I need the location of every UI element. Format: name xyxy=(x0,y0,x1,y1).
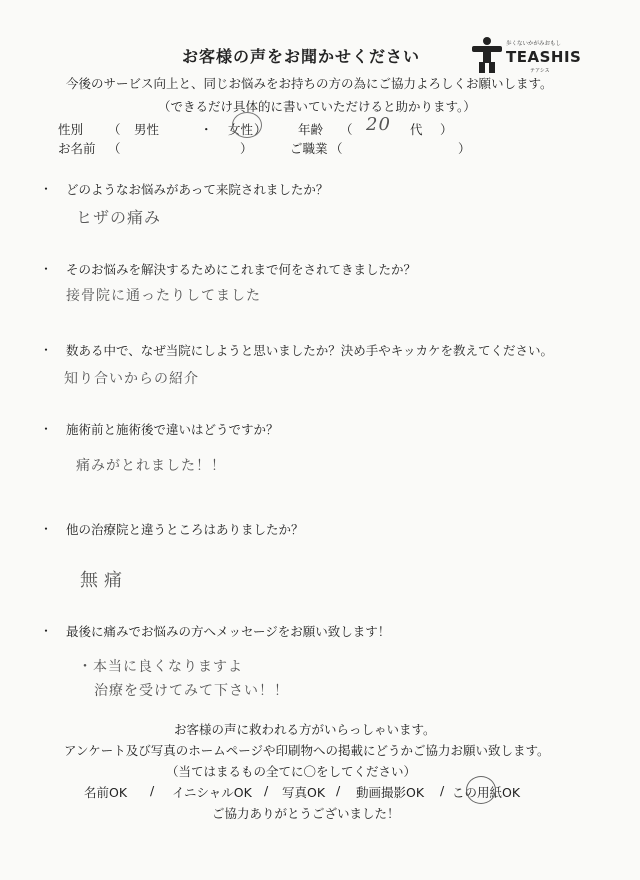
option-photo-ok: 写真OK xyxy=(282,785,326,800)
person-icon xyxy=(470,36,504,74)
footer-line-2: アンケート及び写真のホームページや印刷物への掲載にどうかご協力お願い致します。 xyxy=(64,743,550,758)
option-separator: / xyxy=(336,783,341,798)
teashis-logo xyxy=(470,36,580,76)
job-close-paren: ） xyxy=(458,141,471,156)
thanks-line: ご協力ありがとうございました！ xyxy=(212,806,400,821)
name-close-paren: ） xyxy=(240,141,253,156)
option-initial-ok: イニシャルOK xyxy=(172,785,252,800)
intro-line-1: 今後のサービス向上と、同じお悩みをお持ちの方の為にご協力よろしくお願いします。 xyxy=(66,76,553,91)
question-2: そのお悩みを解決するためにこれまで何をされてきましたか？ xyxy=(66,262,417,277)
answer-6-line-2: 治療を受けてみて下さい！！ xyxy=(94,683,289,699)
age-suffix: 代 xyxy=(410,122,423,137)
question-bullet: ・ xyxy=(40,182,53,196)
question-bullet: ・ xyxy=(40,422,53,436)
gender-close-paren: ） xyxy=(254,122,267,137)
question-4: 施術前と施術後で違いはどうですか？ xyxy=(66,422,279,437)
answer-4: 痛みがとれました！！ xyxy=(76,458,226,474)
logo-kana: テアシス xyxy=(530,68,550,74)
option-name-ok: 名前OK xyxy=(84,785,128,800)
age-value: 20 xyxy=(366,114,391,135)
gender-open-paren: （ xyxy=(108,122,121,137)
answer-2: 接骨院に通ったりしてました xyxy=(66,288,261,304)
answer-1: ヒザの痛み xyxy=(76,208,162,227)
answer-5: 無痛 xyxy=(80,570,128,591)
gender-male: 男性 xyxy=(134,122,160,137)
option-sheet-ok: この用紙OK xyxy=(452,785,521,800)
footer-line-1: お客様の声に救われる方がいらっしゃいます。 xyxy=(174,722,436,737)
job-open-paren: （ xyxy=(330,141,343,156)
option-separator: / xyxy=(440,783,445,798)
age-label: 年齢 xyxy=(298,122,324,137)
answer-6-line-1: ・本当に良くなりますよ xyxy=(78,659,243,675)
option-video-ok: 動画撮影OK xyxy=(356,785,425,800)
gender-separator: ・ xyxy=(200,122,213,137)
answer-3: 知り合いからの紹介 xyxy=(64,371,199,387)
question-bullet: ・ xyxy=(40,624,53,638)
gender-female: 女性 xyxy=(228,122,254,137)
gender-label: 性別 xyxy=(58,122,84,137)
job-label: ご職業 xyxy=(290,141,328,156)
option-separator: / xyxy=(264,783,269,798)
question-5: 他の治療院と違うところはありましたか？ xyxy=(66,522,304,537)
logo-tagline: 歩くないかがみおもし xyxy=(506,41,562,47)
question-3: 数ある中で、なぜ当院にしようと思いましたか？決め手やキッカケを教えてください。 xyxy=(66,343,554,358)
question-6: 最後に痛みでお悩みの方へメッセージをお願い致します！ xyxy=(66,624,391,639)
page-title: お客様の声をお聞かせください xyxy=(182,47,421,66)
name-label: お名前 xyxy=(58,141,96,156)
name-open-paren: （ xyxy=(108,141,121,156)
intro-line-2: （できるだけ具体的に書いていただけると助かります。） xyxy=(158,99,476,114)
question-1: どのようなお悩みがあって来院されましたか？ xyxy=(66,182,329,197)
age-open-paren: （ xyxy=(340,122,353,137)
logo-name: TEASHIS xyxy=(506,48,582,66)
option-separator: / xyxy=(150,783,155,798)
age-close-paren: ） xyxy=(440,122,453,137)
question-bullet: ・ xyxy=(40,522,53,536)
question-bullet: ・ xyxy=(40,343,53,357)
option-sheet-ok-circle-mark xyxy=(466,776,496,804)
question-bullet: ・ xyxy=(40,262,53,276)
footer-line-3: （当てはまるもの全てに〇をしてください） xyxy=(166,764,417,779)
